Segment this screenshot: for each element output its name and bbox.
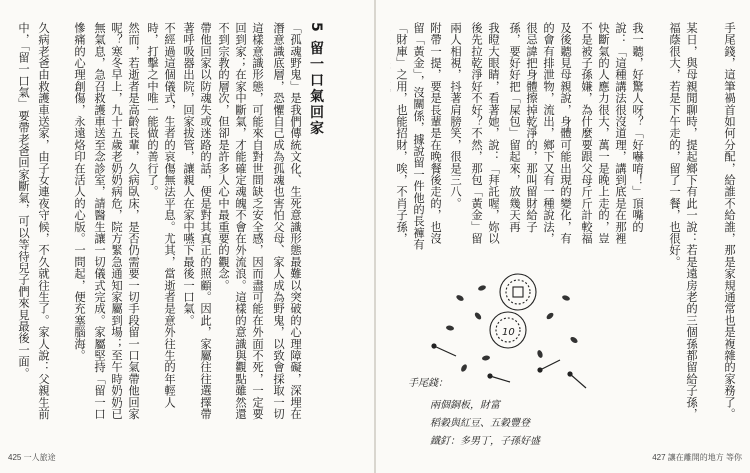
sketch-line-grains: 稻穀與紅豆、五穀豐登: [430, 418, 530, 429]
sketch-line-nails: 鐵釘：多男丁，子孫好盛: [430, 436, 540, 447]
left-body-text-a: 「孤魂野鬼」是我們傳統文化、生死意識形態最難以突破的心理障礙，深埋在潛意識底層，恐懼自己成為孤魂也害怕父母、家人成為野鬼，以致會採取一切: [272, 22, 302, 420]
right-body-text-a: 手尾錢，這筆禍首如何分配，給誰不給誰，那是家規通常也是複雜的家務了。: [723, 22, 736, 420]
left-folio: 425 一人旅途: [8, 453, 56, 462]
left-body-text-f: 慘痛的心理創傷，永遠烙印在活人的心版。一問起，便充塞腦海。: [73, 22, 86, 362]
nails-icon: [432, 344, 586, 388]
right-body-text-b: 某日，與母親閒聊時，提起鄉下有此一說：若是遠房老的三個孫都留給子孫，福蔭很大，若是下午走的，留了一餐，也很好。: [668, 22, 698, 420]
coin-stack-icon: [490, 274, 536, 348]
left-body-text-b: 這樣意識形態，可能來自對世間缺乏安全感，因而盡可能在外面不死，一定要回到家；在家中斷氣，才能確定魂魄不會在外流浪。這樣的意識與觀點雖然還不到宗教的層次，但卻是許多人心中最重要的觀念。: [217, 22, 264, 420]
left-body-text-e: 然而，若逝者是高齡長輩，久病臥床，是否仍需要一切手段留一口氣帶他回家呢？寒冬早上，九十五歲老奶奶病危，院方緊急通知家屬到場；至午時奶奶已無氣息，急召救護車送至念診室，請醫生讓一切儀式完成。家屬堅持「留一口: [93, 22, 140, 420]
left-body-text-d: 不經過這個儀式，生者的哀傷無法平息。尤其，當逝者是意外往生的年輕人時，打擊之中唯一能做的善行了。: [146, 22, 176, 409]
right-folio: 427 讓在離開的地方 等你: [652, 453, 742, 462]
right-page: [376, 0, 750, 473]
right-body-text-d: 及後聽見母親說，身體可能出現的變化，有的會有排泄物，流出，鄉下又有一種說法，很忌諱把身體擦掉乾淨的，那叫留財給子孫，要好好把「屎包」留起來，放幾天再: [508, 22, 572, 245]
right-body-text-g: 附帶一提，要是長輩是在晚餐後走的，也沒留「黃金」，沒關係，據說留一件他的長褲有「財庫」之用，也能招財，唉，不肖子孫，: [395, 22, 442, 251]
right-body-text-c: 我一聽，好驚人呀？「好嚇唷！」頂嘴的說：「這種講法很沒道理，講到底是在那裡快斷氣的人應力很大，萬一是晚上走的，豈不是被子孫嫌，為什麼要跟父母斤斤計較福: [580, 22, 644, 245]
sketch-title: 手尾錢：: [408, 378, 448, 389]
right-body-text-f: 兩人相視，抖著肩膀笑，很是三八。: [449, 22, 462, 210]
right-body-text-e: 我瞪大眼睛，看著她，說：「拜託喔，妳以後先拉乾淨好不好？不然，那包「黃金」留: [470, 22, 500, 245]
hand-drawn-sketch: [390, 258, 595, 466]
sketch-line-coins: 兩個銅板，財富: [430, 400, 500, 411]
coin-value-label: 10: [502, 327, 515, 338]
left-body-text-c: 帶他回家以防魂失或迷路的話，便是對其真正的照顧。因此，家屬往往選擇帶著呼吸器出院，回家拔管，讓親人在家中嚥下最後一口氣。: [182, 22, 212, 420]
left-body-text-h: 中，「留一口氣」要帶老爸回家斷氣，可以等待兒子們來見最後一面。: [17, 22, 30, 380]
left-body-text-g: 久病老爸由救護車送家，由子女連夜守候，不久就往生了。家人說：父親生前: [37, 22, 50, 420]
chapter-heading: 5 留一口氣回家: [308, 22, 324, 137]
left-page: [0, 0, 374, 473]
